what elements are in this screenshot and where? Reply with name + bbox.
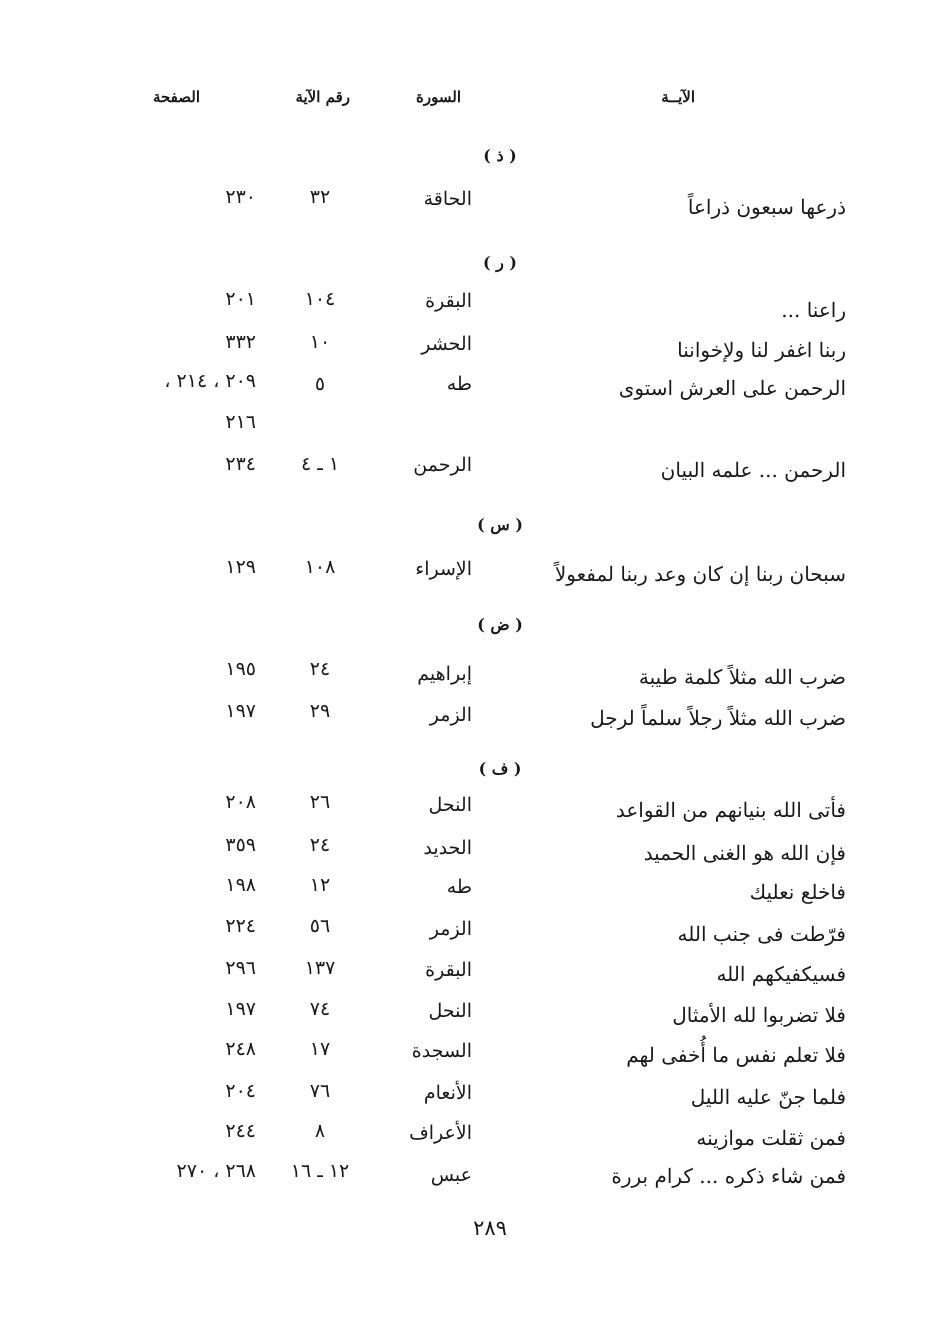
- ayah-text: فمن شاء ذكره ... كرام بررة: [611, 1164, 846, 1188]
- page-ref: ١٩٥: [225, 658, 256, 680]
- ayah-text: فمن ثقلت موازينه: [696, 1126, 846, 1150]
- surah-name: الأعراف: [409, 1122, 472, 1144]
- section-letter: ( ذ ): [483, 146, 517, 165]
- ayah-number: ٥: [314, 373, 326, 395]
- ayah-text: الرحمن ... علمه البيان: [660, 458, 846, 482]
- ayah-text: ربنا اغفر لنا ولإخواننا: [677, 338, 846, 362]
- ayah-text: ذرعها سبعون ذراعاً: [687, 195, 846, 219]
- ayah-text: فسيكفيكهم الله: [716, 962, 846, 986]
- page-ref: ٢٣٤: [225, 453, 256, 475]
- page-ref: ٣٥٩: [225, 834, 256, 856]
- page-ref: ٢٠٩ ، ٢١٤ ،: [164, 370, 256, 392]
- ayah-text: سبحان ربنا إن كان وعد ربنا لمفعولاً: [554, 562, 846, 586]
- surah-name: الزمر: [429, 704, 472, 726]
- ayah-text: فاخلع نعليك: [749, 880, 846, 904]
- ayah-number: ٧٦: [309, 1080, 331, 1102]
- ayah-number: ٢٤: [309, 658, 331, 680]
- page-ref: ٢٣٠: [225, 186, 256, 208]
- page-ref: ١٩٨: [225, 874, 256, 896]
- ayah-text: فلا تضربوا لله الأمثال: [672, 1003, 846, 1027]
- surah-name: الحديد: [423, 837, 472, 859]
- ayah-number: ٢٩: [309, 700, 331, 722]
- ayah-number: ١٢ ـ ١٦: [290, 1160, 350, 1182]
- header-surah: السورة: [416, 88, 461, 106]
- page-number: ٢٨٩: [473, 1216, 507, 1240]
- page-ref: ٢١٦: [225, 411, 256, 433]
- surah-name: الزمر: [429, 918, 472, 940]
- ayah-text: ضرب الله مثلاً رجلاً سلماً لرجل: [590, 706, 846, 730]
- ayah-text: فرّطت فى جنب الله: [677, 922, 846, 946]
- section-letter: ( ر ): [482, 253, 517, 272]
- ayah-number: ١٠: [309, 331, 331, 353]
- page-ref: ١٩٧: [225, 700, 256, 722]
- surah-name: النحل: [428, 1000, 472, 1022]
- ayah-number: ١٢: [309, 874, 331, 896]
- surah-name: النحل: [428, 794, 472, 816]
- page-ref: ٢٠١: [225, 288, 256, 310]
- page-ref: ٢٤٨: [225, 1038, 256, 1060]
- section-letter: ( ض ): [477, 615, 523, 634]
- ayah-number: ١٣٧: [304, 957, 336, 979]
- surah-name: طه: [446, 373, 472, 395]
- ayah-text: فلما جنّ عليه الليل: [690, 1085, 846, 1109]
- surah-name: الإسراء: [415, 558, 472, 580]
- header-ayah: الآيــة: [661, 88, 695, 106]
- surah-name: إبراهيم: [417, 663, 472, 685]
- surah-name: البقرة: [425, 290, 472, 312]
- surah-name: الرحمن: [413, 454, 472, 476]
- page-ref: ٢٢٤: [225, 915, 256, 937]
- ayah-number: ٢٦: [309, 791, 331, 813]
- ayah-text: ضرب الله مثلاً كلمة طيبة: [638, 665, 846, 689]
- ayah-text: فإن الله هو الغنى الحميد: [643, 841, 846, 865]
- surah-name: البقرة: [425, 959, 472, 981]
- section-letter: ( س ): [477, 515, 523, 534]
- surah-name: الأنعام: [423, 1082, 472, 1104]
- ayah-number: ٨: [314, 1120, 326, 1142]
- ayah-number: ٧٤: [309, 998, 331, 1020]
- surah-name: الحاقة: [423, 188, 472, 210]
- ayah-number: ٥٦: [309, 915, 331, 937]
- header-ayah-number: رقم الآية: [295, 88, 350, 106]
- header-page: الصفحة: [152, 88, 200, 106]
- ayah-text: فلا تعلم نفس ما أُخفى لهم: [626, 1043, 846, 1067]
- page-ref: ٢٦٨ ، ٢٧٠: [176, 1160, 256, 1182]
- page-ref: ٢٩٦: [225, 957, 256, 979]
- ayah-text: راعنا ...: [781, 298, 846, 322]
- page-ref: ٢٤٤: [225, 1120, 256, 1142]
- section-letter: ( ف ): [478, 759, 522, 778]
- page-ref: ٣٣٢: [225, 331, 256, 353]
- ayah-number: ١٠٨: [304, 556, 336, 578]
- surah-name: عبس: [430, 1164, 472, 1186]
- surah-name: السجدة: [411, 1040, 472, 1062]
- ayah-number: ٢٤: [309, 834, 331, 856]
- page-ref: ٢٠٨: [225, 791, 256, 813]
- page-ref: ١٩٧: [225, 998, 256, 1020]
- page-ref: ١٢٩: [225, 556, 256, 578]
- ayah-text: فأتى الله بنيانهم من القواعد: [615, 798, 846, 822]
- ayah-number: ٣٢: [309, 186, 331, 208]
- page-ref: ٢٠٤: [225, 1080, 256, 1102]
- surah-name: طه: [446, 876, 472, 898]
- ayah-text: الرحمن على العرش استوى: [618, 376, 846, 400]
- ayah-number: ١٠٤: [304, 288, 336, 310]
- ayah-number: ١٧: [309, 1038, 331, 1060]
- ayah-number: ١ ـ ٤: [300, 453, 340, 475]
- surah-name: الحشر: [421, 333, 472, 355]
